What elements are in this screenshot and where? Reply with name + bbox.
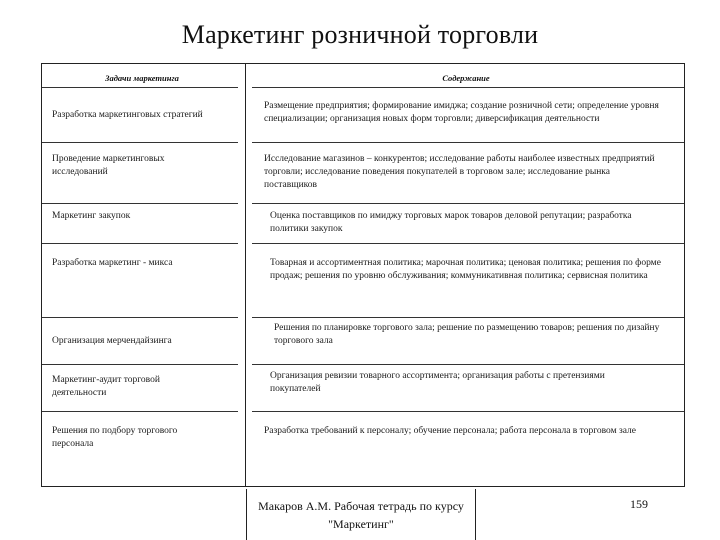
content-cell: Оценка поставщиков по имиджу торговых марок товаров деловой репутации; разработка политики закупок [270,211,632,234]
footer-citation: Макаров А.М. Рабочая тетрадь по курсу "Маркетинг" [246,489,476,540]
page-title: Маркетинг розничной торговли [181,20,539,49]
row-separator [252,203,684,204]
row-separator [42,364,238,365]
task-cell: Маркетинг-аудит торговой деятельности [52,375,160,398]
content-cell: Разработка требований к персоналу; обучение персонала; работа персонала в торговом зале [264,426,636,436]
row-separator [252,142,684,143]
row-separator [42,203,238,204]
header-separator-left [42,87,238,88]
row-separator [42,243,238,244]
task-cell: Разработка маркетинг - микса [52,258,173,268]
row-separator [252,364,684,365]
task-cell: Разработка маркетинговых стратегий [52,110,203,120]
row-separator [252,243,684,244]
column-divider [245,64,246,486]
row-separator [252,411,684,412]
content-cell: Размещение предприятия; формирование имиджа; создание розничной сети; определение уровня специализации; организация новых форм торговли; диверсификация деятельности [264,101,659,124]
header-tasks: Задачи маркетинга [105,73,179,83]
content-cell: Товарная и ассортиментная политика; марочная политика; ценовая политика; решения по форме продаж; решения по уровню обслуживания; коммуникативная политика; сервисная политика [270,258,661,281]
row-separator [252,317,684,318]
marketing-tasks-table [41,63,685,487]
content-cell: Решения по планировке торгового зала; решение по размещению товаров; решения по дизайну торгового зала [274,323,660,346]
task-cell: Проведение маркетинговых исследований [52,154,165,177]
content-cell: Исследование магазинов – конкурентов; исследование работы наиболее известных предприятий торговли; исследование поведения покупателей в торговом зале; исследование рынка поставщиков [264,154,655,190]
row-separator [42,411,238,412]
row-separator [42,142,238,143]
page-number: 159 [630,497,648,511]
task-cell: Организация мерчендайзинга [52,336,172,346]
content-cell: Организация ревизии товарного ассортимента; организация работы с претензиями покупателей [270,371,605,394]
header-separator-right [252,87,684,88]
task-cell: Решения по подбору торгового персонала [52,426,178,449]
header-content: Содержание [442,73,490,83]
task-cell: Маркетинг закупок [52,211,131,221]
row-separator [42,317,238,318]
